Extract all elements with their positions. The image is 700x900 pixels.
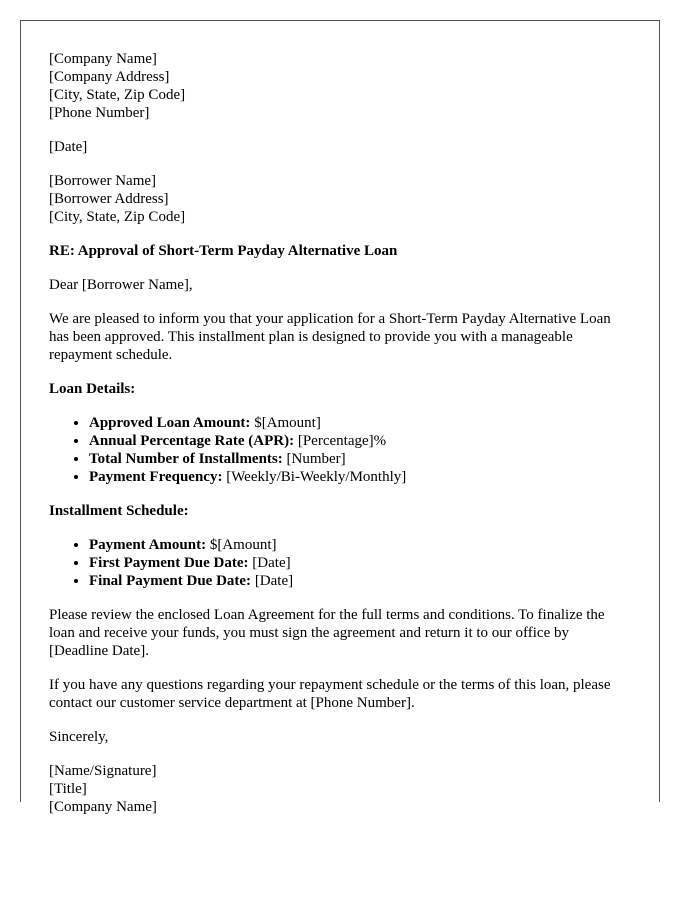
- recipient-address: [Borrower Address]: [49, 191, 169, 207]
- sender-phone: [Phone Number]: [49, 105, 150, 121]
- signature-name: [Name/Signature]: [49, 763, 157, 779]
- salutation: Dear [Borrower Name],: [49, 277, 193, 293]
- closing: Sincerely,: [49, 729, 109, 745]
- list-item-term: Approved Loan Amount:: [89, 415, 251, 431]
- list-item-term: First Payment Due Date:: [89, 555, 249, 571]
- list-item: [89, 468, 619, 486]
- sender-company-name: [Company Name]: [49, 51, 157, 67]
- list-item-term: Payment Frequency:: [89, 469, 223, 485]
- sender-city-state-zip: [City, State, Zip Code]: [49, 87, 186, 103]
- letter-date: [49, 138, 619, 156]
- sender-address-block: [49, 50, 619, 122]
- signature-block: [49, 762, 619, 816]
- list-item-term: Final Payment Due Date:: [89, 573, 252, 589]
- letter-subject: RE: Approval of Short-Term Payday Alternative Loan: [49, 243, 398, 259]
- signature-company: [Company Name]: [49, 799, 157, 815]
- recipient-name: [Borrower Name]: [49, 173, 157, 189]
- intro-paragraph: We are pleased to inform you that your application for a Short-Term Payday Alternative Loan has been approved. This installment plan is designed to provide you with a manageable repayment schedule.: [49, 311, 611, 363]
- letter-page: [20, 20, 660, 815]
- list-item-value: [Date]: [248, 555, 291, 571]
- installment-schedule-list: [49, 536, 619, 590]
- review-paragraph: Please review the enclosed Loan Agreement for the full terms and conditions. To finalize the loan and receive your funds, you must sign the agreement and return it to our office by [Deadline Date].: [49, 607, 605, 659]
- list-item-value: $[Amount]: [250, 415, 321, 431]
- list-item-value: [Date]: [251, 573, 294, 589]
- list-item-value: [Weekly/Bi-Weekly/Monthly]: [222, 469, 407, 485]
- list-item-term: Total Number of Installments:: [89, 451, 283, 467]
- list-item-value: [Number]: [282, 451, 346, 467]
- list-item: [89, 450, 619, 468]
- list-item-term: Annual Percentage Rate (APR):: [89, 433, 295, 449]
- list-item: [89, 554, 619, 572]
- list-item: [89, 572, 619, 590]
- list-item: [89, 536, 619, 554]
- loan-details-heading: Loan Details:: [49, 381, 136, 397]
- list-item-value: $[Amount]: [206, 537, 277, 553]
- recipient-address-block: [49, 172, 619, 226]
- letter-content: [49, 50, 619, 832]
- loan-details-list: [49, 414, 619, 486]
- questions-paragraph: If you have any questions regarding your repayment schedule or the terms of this loan, please contact our customer service department at [Phone Number].: [49, 677, 611, 711]
- signature-title: [Title]: [49, 781, 87, 797]
- sender-company-address: [Company Address]: [49, 69, 170, 85]
- recipient-city-state-zip: [City, State, Zip Code]: [49, 209, 186, 225]
- list-item: [89, 432, 619, 450]
- date-text: [Date]: [49, 139, 88, 155]
- installment-schedule-heading: Installment Schedule:: [49, 503, 189, 519]
- list-item-value: [Percentage]%: [294, 433, 387, 449]
- list-item-term: Payment Amount:: [89, 537, 207, 553]
- list-item: [89, 414, 619, 432]
